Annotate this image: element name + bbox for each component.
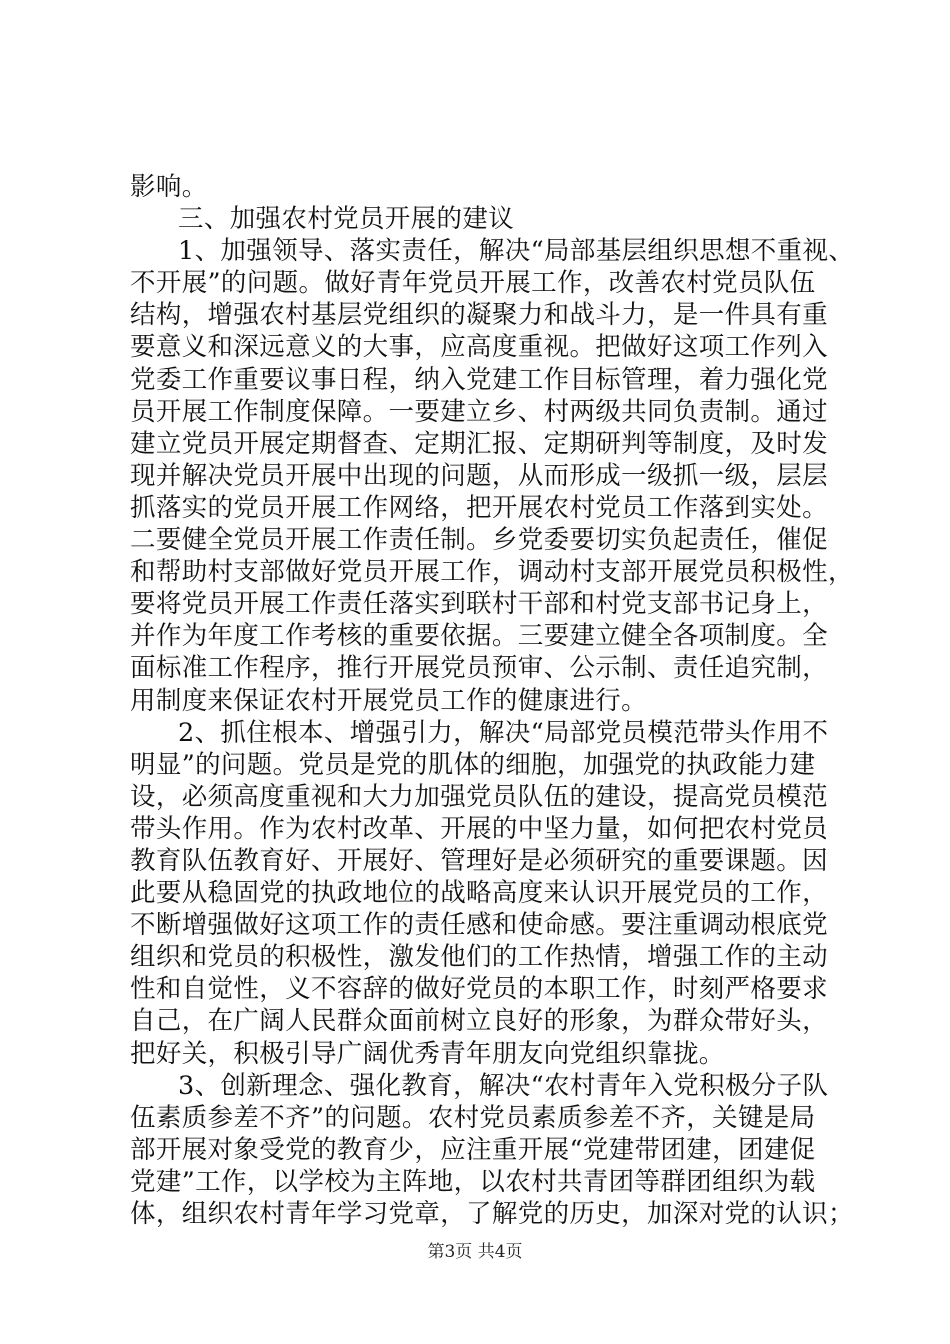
text-line: 现并解决党员开展中出现的问题，从而形成一级抓一级，层层 (130, 460, 828, 491)
text-line: 要将党员开展工作责任落实到联村干部和村党支部书记身上， (130, 589, 828, 620)
text-line: 用制度来保证农村开展党员工作的健康进行。 (130, 685, 648, 716)
text-line: 建立党员开展定期督查、定期汇报、定期研判等制度，及时发 (130, 428, 828, 459)
text-line: 并作为年度工作考核的重要依据。三要建立健全各项制度。全 (130, 621, 828, 652)
text-line: 员开展工作制度保障。一要建立乡、村两级共同负责制。通过 (130, 396, 828, 427)
text-line: 体，组织农村青年学习党章，了解党的历史，加深对党的认识； (130, 1199, 854, 1229)
text-line: 设，必须高度重视和大力加强党员队伍的建设，提高党员模范 (130, 781, 828, 812)
text-line: 自己，在广阔人民群众面前树立良好的形象，为群众带好头， (130, 1006, 828, 1037)
text-line: 要意义和深远意义的大事，应高度重视。把做好这项工作列入 (130, 332, 828, 363)
text-line: 不开展”的问题。做好青年党员开展工作，改善农村党员队伍 (130, 268, 816, 299)
text-line: 结构，增强农村基层党组织的凝聚力和战斗力，是一件具有重 (130, 300, 828, 331)
text-line: 二要健全党员开展工作责任制。乡党委要切实负起责任，催促 (130, 525, 828, 556)
paragraph-point-2 (130, 717, 830, 1070)
text-line: 部开展对象受党的教育少，应注重开展“党建带团建，团建促 (130, 1134, 816, 1165)
text-line: 性和自觉性，义不容辞的做好党员的本职工作，时刻严格要求 (130, 974, 828, 1005)
text-line: 和帮助村支部做好党员开展工作，调动村支部开展党员积极性， (130, 557, 854, 588)
section-heading-text: 三、加强农村党员开展的建议 (178, 204, 515, 235)
text-line: 教育队伍教育好、开展好、管理好是必须研究的重要课题。因 (130, 845, 828, 876)
page-number-label: 第3页 共4页 (427, 1242, 523, 1262)
text-line: 影响。 (130, 172, 208, 202)
text-line: 1、加强领导、落实责任，解决“局部基层组织思想不重视、 (178, 236, 855, 267)
text-line: 把好关，积极引导广阔优秀青年朋友向党组织靠拢。 (130, 1038, 725, 1069)
text-line: 2、抓住根本、增强引力，解决“局部党员模范带头作用不 (178, 717, 829, 748)
text-line: 党委工作重要议事日程，纳入党建工作目标管理，着力强化党 (130, 364, 828, 395)
paragraph-intro (130, 171, 830, 203)
text-line: 3、创新理念、强化教育，解决“农村青年入党积极分子队 (178, 1070, 829, 1101)
text-line: 组织和党员的积极性，激发他们的工作热情，增强工作的主动 (130, 942, 828, 973)
document-body (130, 171, 855, 1230)
paragraph-point-1 (130, 235, 855, 716)
text-line: 带头作用。作为农村改革、开展的中坚力量，如何把农村党员 (130, 813, 828, 844)
text-line: 面标准工作程序，推行开展党员预审、公示制、责任追究制， (130, 653, 828, 684)
text-line: 党建”工作，以学校为主阵地，以农村共青团等群团组织为载 (130, 1166, 816, 1197)
text-line: 明显”的问题。党员是党的肌体的细胞，加强党的执政能力建 (130, 749, 816, 780)
page-footer (0, 1241, 950, 1263)
text-line: 不断增强做好这项工作的责任感和使命感。要注重调动根底党 (130, 910, 828, 941)
paragraph-point-3 (130, 1070, 854, 1230)
text-line: 伍素质参差不齐”的问题。农村党员素质参差不齐，关键是局 (130, 1102, 816, 1133)
section-heading (130, 203, 830, 235)
text-line: 此要从稳固党的执政地位的战略高度来认识开展党员的工作， (130, 878, 828, 909)
text-line: 抓落实的党员开展工作网络，把开展农村党员工作落到实处。 (130, 492, 828, 523)
